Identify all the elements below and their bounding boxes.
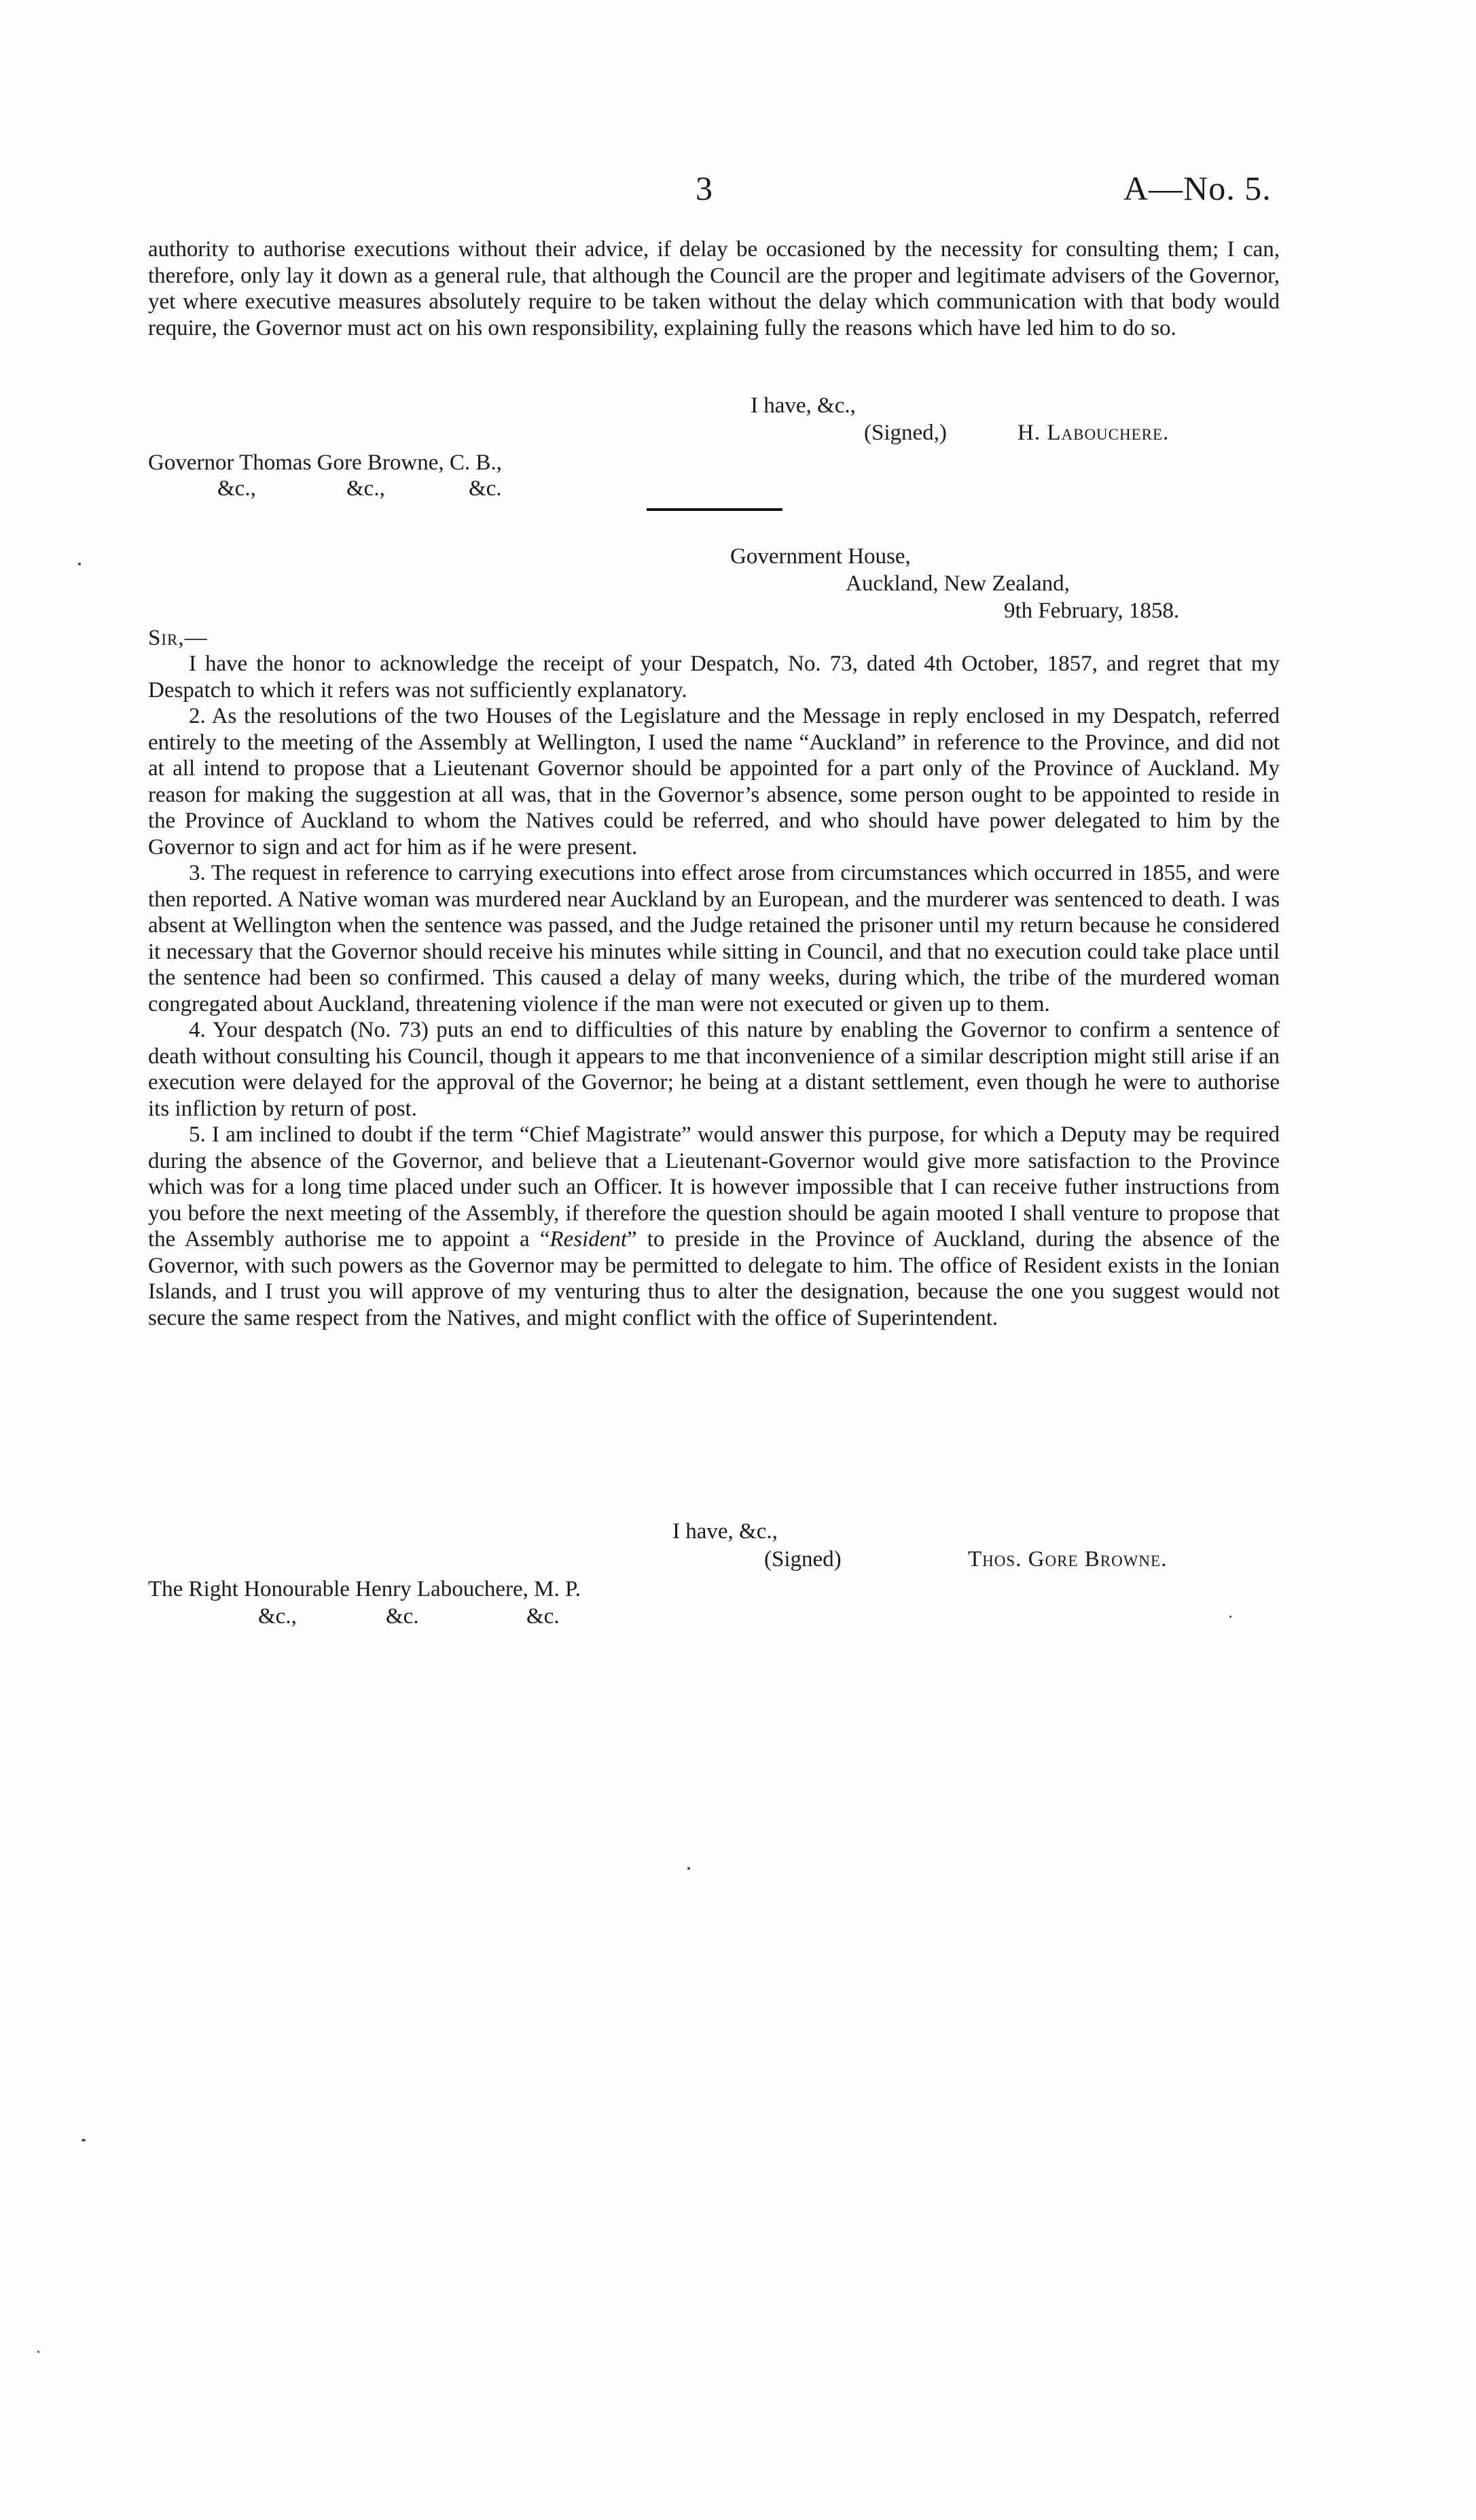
letter1-body: [148, 236, 1280, 341]
scan-speck: [37, 2351, 39, 2353]
letter2-addressee: The Right Honourable Henry Labouchere, M. P.: [148, 1577, 581, 1601]
letter1-addressee: Governor Thomas Gore Browne, C. B.,: [148, 450, 502, 475]
letter2-signed: (Signed): [764, 1547, 842, 1572]
letter2-address-line2: Auckland, New Zealand,: [846, 571, 1070, 596]
page-number: 3: [696, 169, 713, 207]
letter2-address-line1: Government House,: [730, 544, 911, 569]
letter2-etc-3: &c.: [526, 1604, 560, 1629]
letter1-signatory: H. Labouchere.: [1018, 421, 1170, 445]
paragraph-5-resident: Resident: [550, 1227, 628, 1252]
letter2-paragraph-1: I have the honor to acknowledge the receipt of your Despatch, No. 73, dated 4th October, 1857, and regret that my Despatch to which it refers was not sufficiently explanatory.: [148, 652, 1280, 703]
letter2-etc-2: &c.: [386, 1604, 419, 1629]
letter2-closing: I have, &c.,: [672, 1519, 778, 1544]
scan-speck: [687, 1867, 690, 1870]
scan-speck: [1229, 1616, 1231, 1618]
letter1-etc-2: &c.,: [346, 476, 385, 501]
paragraph-5-text-a: 5. I am inclined to doubt if the term “Chief Magistrate” would answer this purpose, for which a Deputy may be required during the absence of the Governor, and believe that a Lieutenant-Governor would give more satisfaction to the Province which was for a long time placed under such an Officer. It is however impossible that I can receive futher instructions from you before the next meeting of the Assembly, if therefore the question should be again mooted I shall venture to propose that the Assembly authorise me to appoint a “: [148, 1122, 1280, 1252]
letter2-paragraph-4: 4. Your despatch (No. 73) puts an end to difficulties of this nature by enabling the Governor to confirm a sentence of death without consulting his Council, though it appears to me that inconvenience of a similar description might still arise if an execution were delayed for the approval of the Governor; he being at a distant settlement, even though he were to authorise its infliction by return of post.: [148, 1018, 1280, 1121]
scan-speck: [82, 2139, 86, 2142]
letter2-paragraph-5: [148, 1122, 1280, 1331]
letter2-etc-1: &c.,: [258, 1604, 297, 1629]
scan-speck: [78, 563, 81, 565]
paragraph-5-text-b: ” to preside in the Province of Auckland, during the absence of the Governor, with such powers as the Governor may be permitted to delegate to him. The office of Resident exists in the Ionian Islands, and I trust you will approve of my venturing thus to alter the designation, because the one you suggest would not secure the same respect from the Natives, and might conflict with the office of Superintendent.: [148, 1227, 1280, 1330]
document-reference: A—No. 5.: [1123, 169, 1272, 207]
letter2-date: 9th February, 1858.: [1004, 599, 1180, 623]
letter1-etc-1: &c.,: [217, 476, 256, 501]
letter1-closing: I have, &c.,: [751, 393, 856, 418]
letter1-continuation: authority to authorise executions without their advice, if delay be occasioned by the necessity for consulting them; I can, therefore, only lay it down as a general rule, that although the Council are the proper and legitimate advisers of the Governor, yet where executive measures absolutely require to be taken without the delay which communication with that body would require, the Governor must act on his own responsibility, explaining fully the reasons which have led him to do so.: [148, 237, 1280, 340]
letter1-etc-3: &c.: [469, 476, 502, 501]
letter2-paragraph-3: 3. The request in reference to carrying executions into effect arose from circumstances which occurred in 1855, and were then reported. A Native woman was murdered near Auckland by an European, and the murderer was sentenced to death. I was absent at Wellington when the sentence was passed, and the Judge retained the prisoner until my return because he considered it necessary that the Governor should receive his minutes while sitting in Council, and that no execution could take place until the sentence had been so confirmed. This caused a delay of many weeks, during which, the tribe of the murdered woman congregated about Auckland, threatening violence if the man were not executed or given up to them.: [148, 861, 1280, 1016]
section-divider: [647, 508, 782, 511]
letter2-salutation: Sir,—: [148, 626, 208, 650]
letter2-paragraph-2: 2. As the resolutions of the two Houses of the Legislature and the Message in reply enclosed in my Despatch, referred entirely to the meeting of the Assembly at Wellington, I used the name “Auckland” in reference to the Province, and did not at all intend to propose that a Lieutenant Governor should be appointed for a part only of the Province of Auckland. My reason for making the suggestion at all was, that in the Governor’s absence, some person ought to be appointed to reside in the Province of Auckland to whom the Natives could be referred, and who should have power delegated to him by the Governor to sign and act for him as if he were present.: [148, 704, 1280, 859]
letter2-body: [148, 651, 1280, 1331]
letter1-signed: (Signed,): [864, 421, 947, 445]
letter2-signatory: Thos. Gore Browne.: [968, 1547, 1168, 1572]
